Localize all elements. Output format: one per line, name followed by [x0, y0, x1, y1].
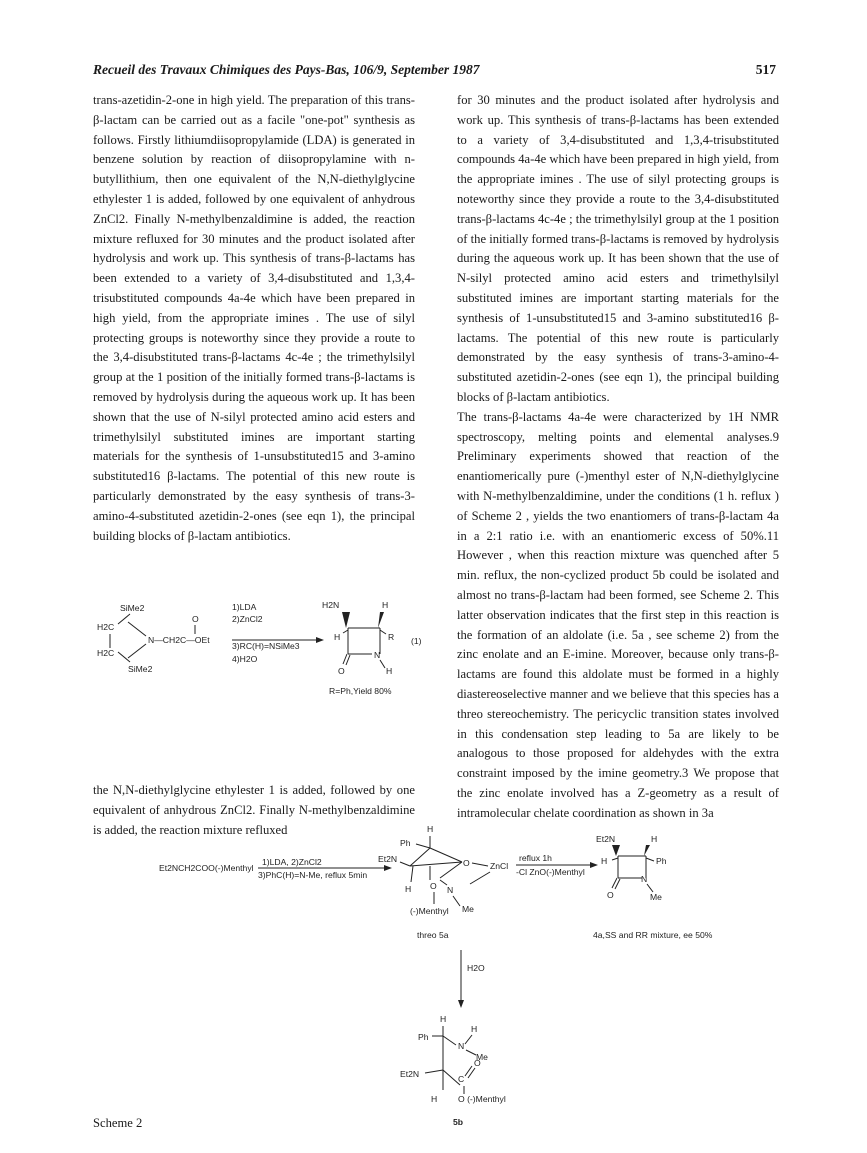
eq1-reactant-bottom: SiMe2 — [128, 664, 153, 674]
prod-h-top: H — [651, 834, 658, 844]
scheme-start: Et2NCH2COO(-)Menthyl — [159, 863, 254, 873]
prod-n: N — [641, 874, 648, 884]
int-menthyl: (-)Menthyl — [410, 906, 449, 916]
eq1-ch2-top: H2C — [97, 622, 115, 632]
eq1-carbonyl-o: O — [192, 614, 199, 624]
prod-me: Me — [650, 892, 662, 902]
eq1-cond-4: 4)H2O — [232, 654, 258, 664]
int-h-top: H — [427, 824, 434, 834]
eq1-cond-1: 1)LDA — [232, 602, 257, 612]
eq1-cond-3: 3)RC(H)=NSiMe3 — [232, 641, 300, 651]
int-n: N — [447, 885, 454, 895]
eq1-cond-2: 2)ZnCl2 — [232, 614, 263, 624]
int-label: threo 5a — [417, 930, 449, 940]
eq1-r: R — [388, 632, 395, 642]
hyd-ph: Ph — [418, 1032, 429, 1042]
hyd-me: Me — [476, 1052, 488, 1062]
hyd-n: N — [458, 1041, 465, 1051]
hyd-h: H — [471, 1024, 478, 1034]
prod-label: 4a,SS and RR mixture, ee 50% — [593, 930, 713, 940]
prod-et2n: Et2N — [596, 834, 616, 844]
journal-title: Recueil des Travaux Chimiques des Pays-Bas, 106/9, September 1987 — [93, 62, 480, 77]
scheme-cond1-top: 1)LDA, 2)ZnCl2 — [262, 857, 322, 867]
eq1-caption: R=Ph,Yield 80% — [329, 686, 392, 696]
scheme-caption: Scheme 2 — [93, 1116, 143, 1130]
hyd-h-bottom: H — [431, 1094, 438, 1104]
int-o2: O — [430, 881, 437, 891]
hyd-o: O — [474, 1058, 481, 1068]
prod-o: O — [607, 890, 614, 900]
page-number: 517 — [755, 62, 776, 77]
int-h-bottom: H — [405, 884, 412, 894]
eq1-chain: N—CH2C—OEt — [148, 635, 210, 645]
eq1-h-top: H — [382, 600, 389, 610]
left-tail-paragraph: the N,N-diethylglycine ethylester 1 is added, followed by one equivalent of anhydrous ZnCl2. Finally N-methylbenzaldimine is added, the reaction mixture refluxed — [93, 783, 415, 837]
eq1-h-left: H — [334, 632, 341, 642]
eq1-reactant-top: SiMe2 — [120, 603, 145, 613]
int-o: O — [463, 858, 470, 868]
int-me: Me — [462, 904, 474, 914]
hyd-h-top: H — [440, 1014, 447, 1024]
prod-h-left: H — [601, 856, 608, 866]
eq1-h2n: H2N — [322, 600, 340, 610]
equation-1 — [97, 600, 422, 696]
hyd-label: 5b — [453, 1117, 464, 1127]
eq1-ch2-bottom: H2C — [97, 648, 115, 658]
right-paragraph-2: The trans-β-lactams 4a-4e were characterized by 1H NMR spectroscopy, melting points and elemental analyses.9 Preliminary experiments showed that reaction of the enantiomerically pure (-)menthyl ester of N,N-diethylglycine with N-methylbenzaldimine, under the conditions (1 h. reflux ) of Scheme 2 , yields the two enantiomers of trans-β-lactam 4a in a 2:1 ratio i.e. with an enantiomeric excess of 50%.11 However , when this reaction mixture was quenched after 5 min. reflux, the non-cyclized product 5b could be isolated and almost no trans-β-lactam had been formed, see Scheme 2. This latter observation indicates that the first step in this reaction is the formation of an aldolate (i.e. 5a , see scheme 2) from the zinc enolate and an E-imine. Moreover, because only trans-β-lactams are found this aldolate must be formed in a highly diastereoselective manner and we believe that this species has a threo stereochemistry. The pericyclic transition states involved in this condensation step leading to 5a are likely to be analogous to those proposed for aldehydes with the extra constraint imposed by the imine geometry.3 We propose that the zinc enolate involved has a Z-geometry as a result of intramolecular chelate coordination as shown in 3a — [457, 409, 779, 820]
hyd-et2n: Et2N — [400, 1069, 420, 1079]
left-paragraph: trans-azetidin-2-one in high yield. The preparation of this trans-β-lactam can be carried out as a facile "one-pot" synthesis as follows. Firstly lithiumdiisopropylamide (LDA) is generated in benzene solution by reaction of diisopropylamine with n-butyllithium, then one equivalent of the N,N-diethylglycine ethylester 1 is added, followed by one equivalent of anhydrous ZnCl2. Finally N-methylbenzaldimine is added, the reaction mixture refluxed for 30 minutes and the product isolated after hydrolysis and work up. This synthesis of trans-β-lactams has been extended to a variety of 3,4-disubstituted and 1,3,4-trisubstituted compounds 4a-4e which have been prepared in high yield, from the appropriate imines . The use of silyl protecting groups is noteworthy since they provide a route to the 3,4-disubstituted trans-β-lactams 4c-4e ; the trimethylsilyl group at the 1 position of the initially formed trans-β-lactams is removed by hydrolysis during the aqueous work up. It has been shown that the use of N-silyl protected amino acid esters and trimethylsilyl substituted imines are important starting materials for the synthesis of 1-unsubstituted15 and 3-amino substituted16 β-lactams. The potential of this new route is particularly demonstrated by the easy synthesis of trans-3-amino-4-substituted azetidin-2-ones (see eqn 1), the principal building blocks of β-lactam antibiotics. — [93, 93, 415, 543]
prod-ph: Ph — [656, 856, 667, 866]
scheme-2 — [159, 824, 713, 1127]
h2o-label: H2O — [467, 963, 485, 973]
int-ph: Ph — [400, 838, 411, 848]
eq1-o: O — [338, 666, 345, 676]
right-paragraph-1: for 30 minutes and the product isolated after hydrolysis and work up. This synthesis of trans-β-lactams has been extended to a variety of 3,4-disubstituted and 1,3,4-trisubstituted compounds 4a-4e which have been prepared in high yield, from the appropriate imines . The use of silyl protecting groups is noteworthy since they provide a route to the 3,4-disubstituted trans-β-lactams 4c-4e ; the trimethylsilyl group at the 1 position of the initially formed trans-β-lactams is removed by hydrolysis during the aqueous work up. It has been shown that the use of N-silyl protected amino acid esters and trimethylsilyl substituted imines are important starting materials for the synthesis of 1-unsubstituted15 and 3-amino substituted16 β-lactams. The potential of this new route is particularly demonstrated by the easy synthesis of trans-3-amino-4-substituted azetidin-2-ones (see eqn 1), the principal building blocks of β-lactam antibiotics. — [457, 93, 779, 404]
cond2-top: reflux 1h — [519, 853, 552, 863]
eq1-n: N — [374, 650, 381, 660]
eq1-number: (1) — [411, 636, 422, 646]
scheme-cond1-bottom: 3)PhC(H)=N-Me, reflux 5min — [258, 870, 368, 880]
hyd-o-menthyl: O (-)Menthyl — [458, 1094, 506, 1104]
eq1-nh: H — [386, 666, 393, 676]
hyd-c: C — [458, 1074, 465, 1084]
cond2-bottom: -Cl ZnO(-)Menthyl — [516, 867, 585, 877]
int-zncl: ZnCl — [490, 861, 509, 871]
int-et2n: Et2N — [378, 854, 398, 864]
